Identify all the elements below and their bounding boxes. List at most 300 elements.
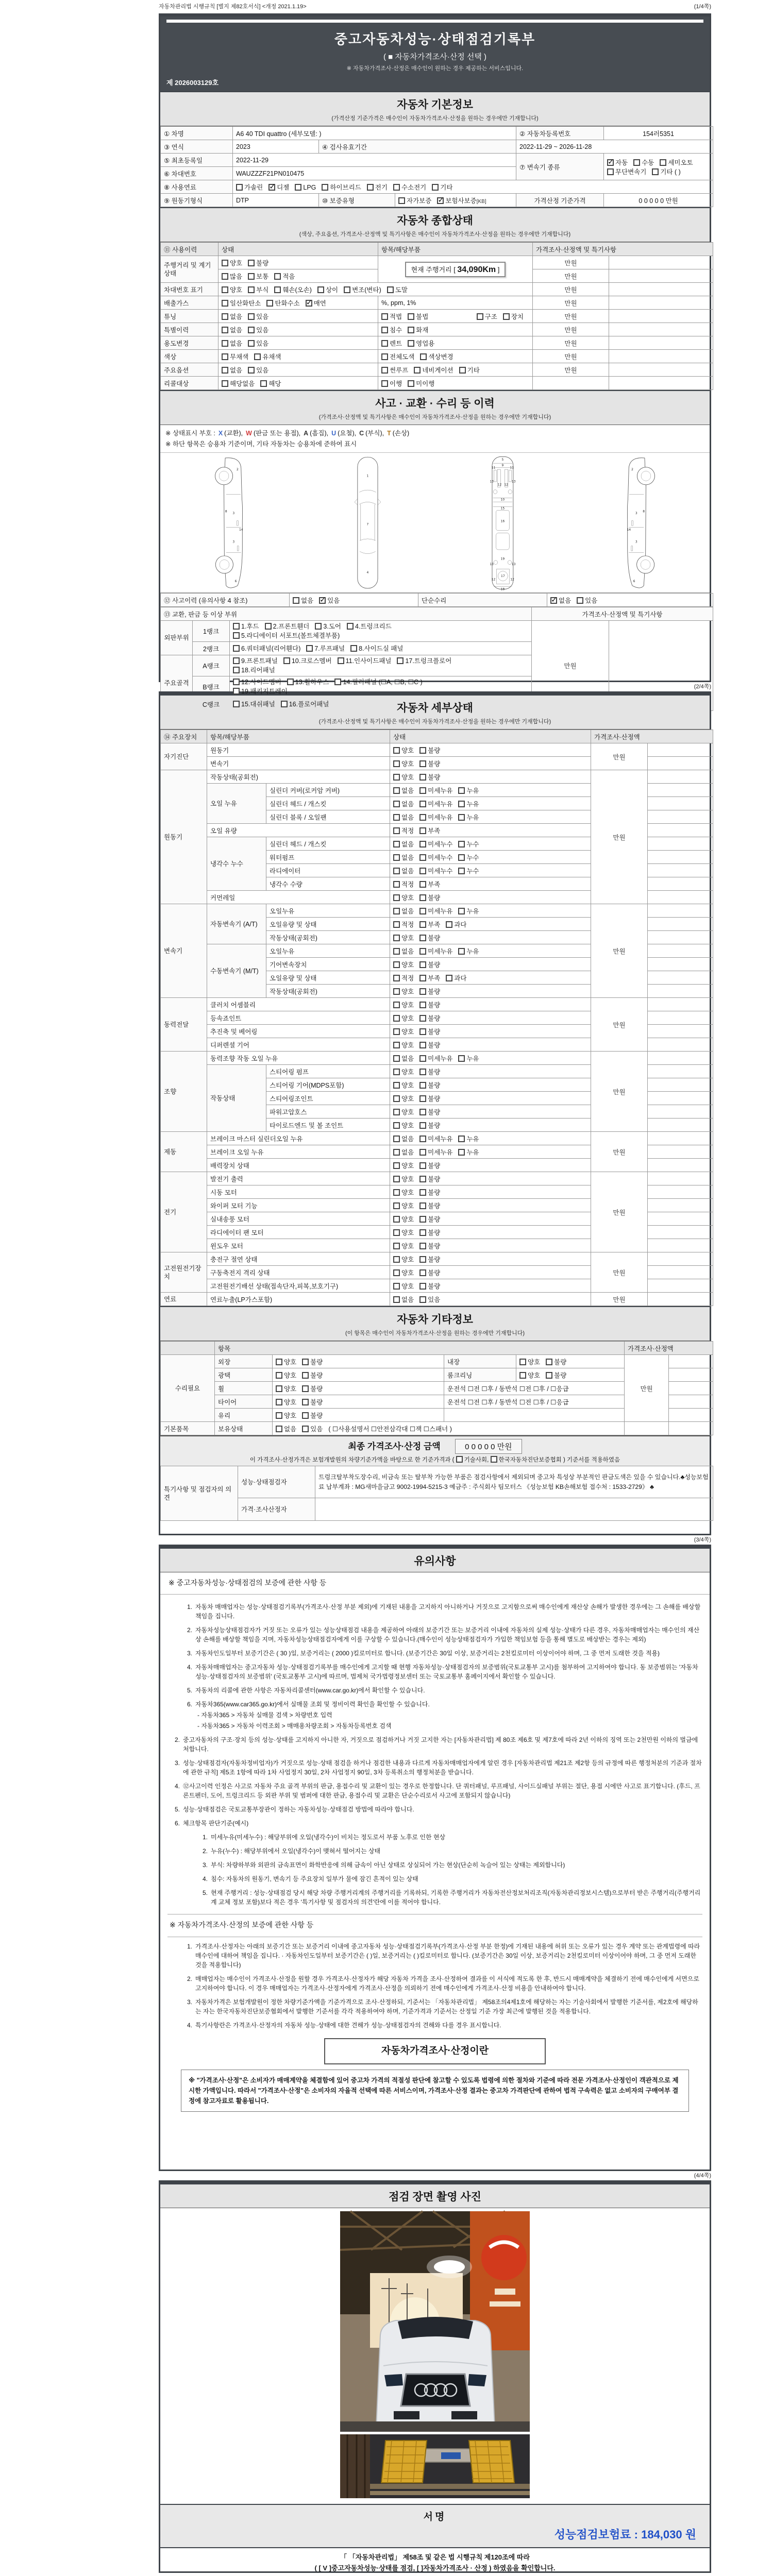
checkbox[interactable]: [276, 1426, 282, 1432]
option[interactable]: [302, 1385, 323, 1393]
checkbox[interactable]: [393, 787, 400, 794]
option[interactable]: [393, 1122, 414, 1129]
checkbox[interactable]: [381, 313, 388, 320]
option[interactable]: [222, 340, 242, 347]
checkbox[interactable]: [393, 827, 400, 834]
option[interactable]: [393, 988, 414, 995]
checkbox[interactable]: [446, 975, 452, 981]
checkbox[interactable]: [456, 1456, 463, 1463]
checkbox[interactable]: [459, 367, 466, 374]
checkbox[interactable]: [265, 623, 272, 630]
option[interactable]: [419, 961, 440, 969]
checkbox[interactable]: [393, 1229, 400, 1236]
checkbox[interactable]: [419, 747, 426, 754]
option[interactable]: [419, 1189, 440, 1196]
option[interactable]: [276, 1359, 296, 1366]
option[interactable]: [519, 1359, 540, 1366]
checkbox[interactable]: [419, 908, 426, 914]
option[interactable]: [222, 286, 242, 294]
checkbox[interactable]: [393, 894, 400, 901]
checkbox[interactable]: [398, 197, 405, 204]
checkbox[interactable]: [233, 657, 240, 664]
option[interactable]: [393, 184, 426, 191]
option[interactable]: [393, 961, 414, 969]
checkbox[interactable]: [419, 868, 426, 874]
option[interactable]: [266, 300, 299, 307]
checkbox[interactable]: [419, 1243, 426, 1249]
option[interactable]: [393, 1149, 414, 1156]
option[interactable]: [419, 760, 440, 768]
checkbox[interactable]: [334, 679, 341, 685]
option[interactable]: [458, 787, 479, 794]
option[interactable]: [393, 881, 414, 888]
option[interactable]: [419, 1136, 452, 1143]
checkbox[interactable]: [491, 1456, 497, 1463]
checkbox[interactable]: [274, 273, 281, 280]
option[interactable]: [419, 787, 452, 794]
checkbox[interactable]: [397, 657, 404, 664]
option[interactable]: [419, 868, 452, 875]
option[interactable]: [458, 841, 479, 848]
checkbox[interactable]: [393, 948, 400, 955]
option[interactable]: [276, 1399, 296, 1406]
checkbox[interactable]: [419, 801, 426, 807]
option[interactable]: [550, 597, 571, 604]
option[interactable]: [302, 1412, 323, 1419]
option[interactable]: [393, 1055, 414, 1062]
checkbox[interactable]: [419, 1095, 426, 1102]
option[interactable]: [419, 1256, 440, 1263]
checkbox[interactable]: [276, 1372, 282, 1379]
option[interactable]: [458, 868, 479, 875]
option[interactable]: [419, 1002, 440, 1009]
checkbox[interactable]: [393, 1042, 400, 1048]
option[interactable]: [393, 948, 414, 955]
option[interactable]: [419, 1055, 452, 1062]
option[interactable]: [248, 260, 268, 267]
panel-option[interactable]: [233, 645, 300, 652]
checkbox[interactable]: [381, 353, 388, 360]
option[interactable]: [458, 854, 479, 861]
checkbox[interactable]: [458, 908, 465, 914]
checkbox[interactable]: [393, 184, 400, 191]
option[interactable]: [446, 975, 466, 982]
panel-option[interactable]: [233, 623, 259, 630]
checkbox[interactable]: [419, 814, 426, 821]
checkbox[interactable]: [393, 1216, 400, 1223]
option[interactable]: [222, 260, 242, 267]
checkbox[interactable]: [419, 1189, 426, 1196]
checkbox[interactable]: [419, 1136, 426, 1142]
option[interactable]: [419, 894, 440, 902]
option[interactable]: [248, 273, 268, 280]
panel-option[interactable]: [338, 657, 392, 665]
option[interactable]: [419, 1243, 440, 1250]
checkbox[interactable]: [302, 1399, 309, 1405]
option[interactable]: [302, 1359, 323, 1366]
option[interactable]: [408, 380, 434, 387]
checkbox[interactable]: [381, 327, 388, 333]
checkbox[interactable]: [393, 854, 400, 861]
checkbox[interactable]: [419, 774, 426, 781]
option[interactable]: [393, 1136, 414, 1143]
checkbox[interactable]: [408, 380, 414, 387]
option[interactable]: [393, 1269, 414, 1277]
checkbox[interactable]: [306, 645, 313, 652]
option[interactable]: [419, 1149, 452, 1156]
option[interactable]: [419, 1283, 440, 1290]
checkbox[interactable]: [248, 286, 255, 293]
option[interactable]: [248, 367, 268, 374]
checkbox[interactable]: [419, 787, 426, 794]
option[interactable]: [419, 774, 440, 781]
checkbox[interactable]: [519, 1372, 526, 1379]
checkbox[interactable]: [419, 854, 426, 861]
checkbox[interactable]: [419, 881, 426, 888]
option[interactable]: [393, 747, 414, 754]
checkbox[interactable]: [419, 1216, 426, 1223]
option[interactable]: [393, 760, 414, 768]
checkbox[interactable]: [393, 961, 400, 968]
checkbox[interactable]: [233, 623, 240, 630]
checkbox[interactable]: [419, 1069, 426, 1075]
option[interactable]: [393, 801, 414, 808]
option[interactable]: [222, 367, 242, 374]
checkbox[interactable]: [419, 921, 426, 928]
option[interactable]: [381, 327, 402, 334]
option[interactable]: [236, 184, 263, 191]
checkbox[interactable]: [607, 168, 614, 175]
option[interactable]: [408, 340, 434, 347]
option[interactable]: [393, 841, 414, 848]
checkbox[interactable]: [419, 975, 426, 981]
checkbox[interactable]: [344, 286, 350, 293]
option[interactable]: [393, 1243, 414, 1250]
checkbox[interactable]: [458, 841, 465, 848]
panel-option[interactable]: [233, 667, 275, 674]
checkbox[interactable]: [393, 1283, 400, 1290]
option[interactable]: [446, 921, 466, 928]
option[interactable]: [419, 975, 440, 982]
checkbox[interactable]: [393, 1015, 400, 1022]
option[interactable]: [393, 1082, 414, 1089]
option[interactable]: [419, 1028, 440, 1036]
option[interactable]: [660, 159, 693, 166]
checkbox[interactable]: [381, 340, 388, 347]
option[interactable]: [458, 814, 479, 821]
checkbox[interactable]: [419, 1109, 426, 1115]
option[interactable]: [419, 827, 440, 835]
checkbox[interactable]: [408, 327, 414, 333]
option[interactable]: [248, 286, 268, 294]
checkbox[interactable]: [419, 1269, 426, 1276]
option[interactable]: [419, 1042, 440, 1049]
option[interactable]: [419, 1202, 440, 1210]
checkbox[interactable]: [293, 597, 299, 604]
checkbox[interactable]: [393, 747, 400, 754]
checkbox[interactable]: [419, 1283, 426, 1290]
option[interactable]: [459, 367, 480, 374]
panel-option[interactable]: [265, 623, 310, 630]
option[interactable]: [419, 1109, 440, 1116]
option[interactable]: [367, 184, 388, 191]
checkbox[interactable]: [550, 597, 557, 604]
option[interactable]: [248, 313, 268, 320]
option[interactable]: [276, 1385, 296, 1393]
option[interactable]: [302, 1426, 323, 1433]
option[interactable]: [419, 935, 440, 942]
checkbox[interactable]: [306, 300, 312, 307]
option[interactable]: [393, 1042, 414, 1049]
checkbox[interactable]: [446, 921, 452, 928]
checkbox[interactable]: [233, 688, 240, 694]
checkbox[interactable]: [266, 300, 273, 307]
checkbox[interactable]: [381, 380, 388, 387]
checkbox[interactable]: [393, 1296, 400, 1303]
checkbox[interactable]: [260, 380, 267, 387]
checkbox[interactable]: [317, 286, 324, 293]
checkbox[interactable]: [287, 679, 294, 685]
option[interactable]: [546, 1372, 566, 1379]
checkbox[interactable]: [338, 657, 344, 664]
option[interactable]: [260, 380, 281, 387]
checkbox[interactable]: [458, 948, 465, 955]
checkbox[interactable]: [477, 313, 483, 320]
option[interactable]: [633, 159, 654, 166]
checkbox[interactable]: [393, 1149, 400, 1156]
option[interactable]: [420, 353, 453, 361]
checkbox[interactable]: [437, 197, 444, 204]
option[interactable]: [393, 1176, 414, 1183]
option[interactable]: [419, 1095, 440, 1103]
checkbox[interactable]: [393, 935, 400, 941]
option[interactable]: [393, 787, 414, 794]
checkbox[interactable]: [419, 1296, 426, 1303]
checkbox[interactable]: [276, 1385, 282, 1392]
option[interactable]: [393, 1202, 414, 1210]
option[interactable]: [295, 184, 316, 191]
checkbox[interactable]: [458, 787, 465, 794]
checkbox[interactable]: [393, 1189, 400, 1196]
checkbox[interactable]: [393, 1055, 400, 1062]
checkbox[interactable]: [233, 667, 240, 673]
option[interactable]: [419, 881, 440, 888]
option[interactable]: [393, 854, 414, 861]
checkbox[interactable]: [419, 827, 426, 834]
panel-option[interactable]: [281, 701, 329, 708]
checkbox[interactable]: [393, 841, 400, 848]
option[interactable]: [419, 1269, 440, 1277]
checkbox[interactable]: [458, 854, 465, 861]
checkbox[interactable]: [408, 313, 414, 320]
option[interactable]: [393, 921, 414, 928]
checkbox[interactable]: [419, 961, 426, 968]
option[interactable]: [419, 921, 440, 928]
option[interactable]: [302, 1399, 323, 1406]
checkbox[interactable]: [347, 623, 354, 630]
option[interactable]: [393, 774, 414, 781]
option[interactable]: [408, 327, 428, 334]
checkbox[interactable]: [254, 353, 261, 360]
checkbox[interactable]: [419, 1002, 426, 1008]
checkbox[interactable]: [393, 1256, 400, 1263]
option[interactable]: [393, 814, 414, 821]
checkbox[interactable]: [408, 340, 414, 347]
option[interactable]: [393, 935, 414, 942]
option[interactable]: [344, 286, 381, 294]
checkbox[interactable]: [393, 814, 400, 821]
checkbox[interactable]: [222, 313, 228, 320]
checkbox[interactable]: [419, 1176, 426, 1182]
checkbox[interactable]: [393, 1069, 400, 1075]
checkbox[interactable]: [222, 367, 228, 374]
option[interactable]: [393, 1229, 414, 1236]
checkbox[interactable]: [322, 184, 328, 191]
option[interactable]: [393, 975, 414, 982]
checkbox[interactable]: [350, 645, 357, 652]
option[interactable]: [254, 353, 281, 361]
checkbox[interactable]: [393, 908, 400, 914]
option[interactable]: [393, 908, 414, 915]
checkbox[interactable]: [546, 1372, 552, 1379]
option[interactable]: [419, 988, 440, 995]
panel-option[interactable]: [233, 688, 288, 695]
option[interactable]: [381, 367, 408, 374]
option[interactable]: [393, 1015, 414, 1022]
option[interactable]: [419, 1229, 440, 1236]
checkbox[interactable]: [633, 159, 640, 166]
checkbox[interactable]: [295, 184, 301, 191]
checkbox[interactable]: [652, 168, 659, 175]
option[interactable]: [607, 168, 646, 176]
checkbox[interactable]: [268, 184, 275, 191]
checkbox[interactable]: [276, 1399, 282, 1405]
checkbox[interactable]: [387, 286, 394, 293]
option[interactable]: [319, 597, 340, 604]
option[interactable]: [222, 313, 242, 320]
option[interactable]: [222, 273, 242, 280]
checkbox[interactable]: [393, 881, 400, 888]
checkbox[interactable]: [458, 801, 465, 807]
option[interactable]: [414, 367, 453, 374]
option[interactable]: [393, 894, 414, 902]
checkbox[interactable]: [419, 988, 426, 995]
checkbox[interactable]: [236, 184, 243, 191]
checkbox[interactable]: [367, 184, 374, 191]
option[interactable]: [419, 1082, 440, 1089]
checkbox[interactable]: [248, 327, 255, 333]
option[interactable]: [458, 1149, 479, 1156]
option[interactable]: [419, 841, 452, 848]
option[interactable]: [393, 1162, 414, 1170]
checkbox[interactable]: [222, 286, 228, 293]
option[interactable]: [652, 168, 680, 176]
checkbox[interactable]: [419, 1055, 426, 1062]
checkbox[interactable]: [248, 313, 255, 320]
checkbox[interactable]: [419, 1162, 426, 1169]
checkbox[interactable]: [432, 184, 439, 191]
checkbox[interactable]: [393, 1136, 400, 1142]
checkbox[interactable]: [233, 632, 240, 639]
checkbox[interactable]: [302, 1372, 309, 1379]
option[interactable]: [458, 908, 479, 915]
checkbox[interactable]: [302, 1426, 309, 1432]
checkbox[interactable]: [248, 367, 255, 374]
checkbox[interactable]: [458, 814, 465, 821]
option[interactable]: [222, 353, 248, 361]
checkbox[interactable]: [393, 1176, 400, 1182]
option[interactable]: [393, 1256, 414, 1263]
option[interactable]: [274, 273, 295, 280]
option[interactable]: [393, 1109, 414, 1116]
option[interactable]: [419, 1176, 440, 1183]
option[interactable]: [458, 801, 479, 808]
option[interactable]: [419, 854, 452, 861]
option[interactable]: [248, 340, 268, 347]
option[interactable]: [419, 1296, 440, 1303]
checkbox[interactable]: [419, 894, 426, 901]
checkbox[interactable]: [283, 657, 290, 664]
checkbox[interactable]: [233, 701, 240, 707]
checkbox[interactable]: [393, 1002, 400, 1008]
checkbox[interactable]: [381, 367, 388, 374]
checkbox[interactable]: [393, 774, 400, 781]
option[interactable]: [222, 327, 242, 334]
checkbox[interactable]: [414, 367, 421, 374]
option[interactable]: [419, 814, 452, 821]
option[interactable]: [381, 340, 402, 347]
option[interactable]: [322, 184, 361, 191]
checkbox[interactable]: [222, 380, 228, 387]
checkbox[interactable]: [419, 935, 426, 941]
option[interactable]: [546, 1359, 566, 1366]
panel-option[interactable]: [233, 632, 340, 639]
checkbox[interactable]: [222, 327, 228, 333]
panel-option[interactable]: [315, 623, 341, 630]
checkbox[interactable]: [393, 1028, 400, 1035]
panel-option[interactable]: [334, 679, 422, 686]
option[interactable]: [276, 1372, 296, 1379]
option[interactable]: [393, 1189, 414, 1196]
option[interactable]: [398, 197, 431, 205]
checkbox[interactable]: [419, 948, 426, 955]
option[interactable]: [607, 159, 628, 166]
option[interactable]: [519, 1372, 540, 1379]
option[interactable]: [577, 597, 597, 604]
checkbox[interactable]: [458, 1149, 465, 1156]
checkbox[interactable]: [419, 1122, 426, 1129]
checkbox[interactable]: [393, 801, 400, 807]
option[interactable]: [276, 1412, 296, 1419]
checkbox[interactable]: [248, 273, 255, 280]
panel-option[interactable]: [233, 701, 275, 708]
option[interactable]: [419, 1015, 440, 1022]
option[interactable]: [268, 184, 289, 191]
option[interactable]: [393, 827, 414, 835]
option[interactable]: [419, 948, 452, 955]
option[interactable]: [393, 1069, 414, 1076]
checkbox[interactable]: [393, 868, 400, 874]
checkbox[interactable]: [458, 868, 465, 874]
option[interactable]: [419, 1162, 440, 1170]
checkbox[interactable]: [393, 1269, 400, 1276]
option[interactable]: [393, 1296, 414, 1303]
checkbox[interactable]: [419, 1042, 426, 1048]
checkbox[interactable]: [393, 1243, 400, 1249]
checkbox[interactable]: [222, 300, 228, 307]
checkbox[interactable]: [222, 353, 228, 360]
option[interactable]: [393, 1002, 414, 1009]
